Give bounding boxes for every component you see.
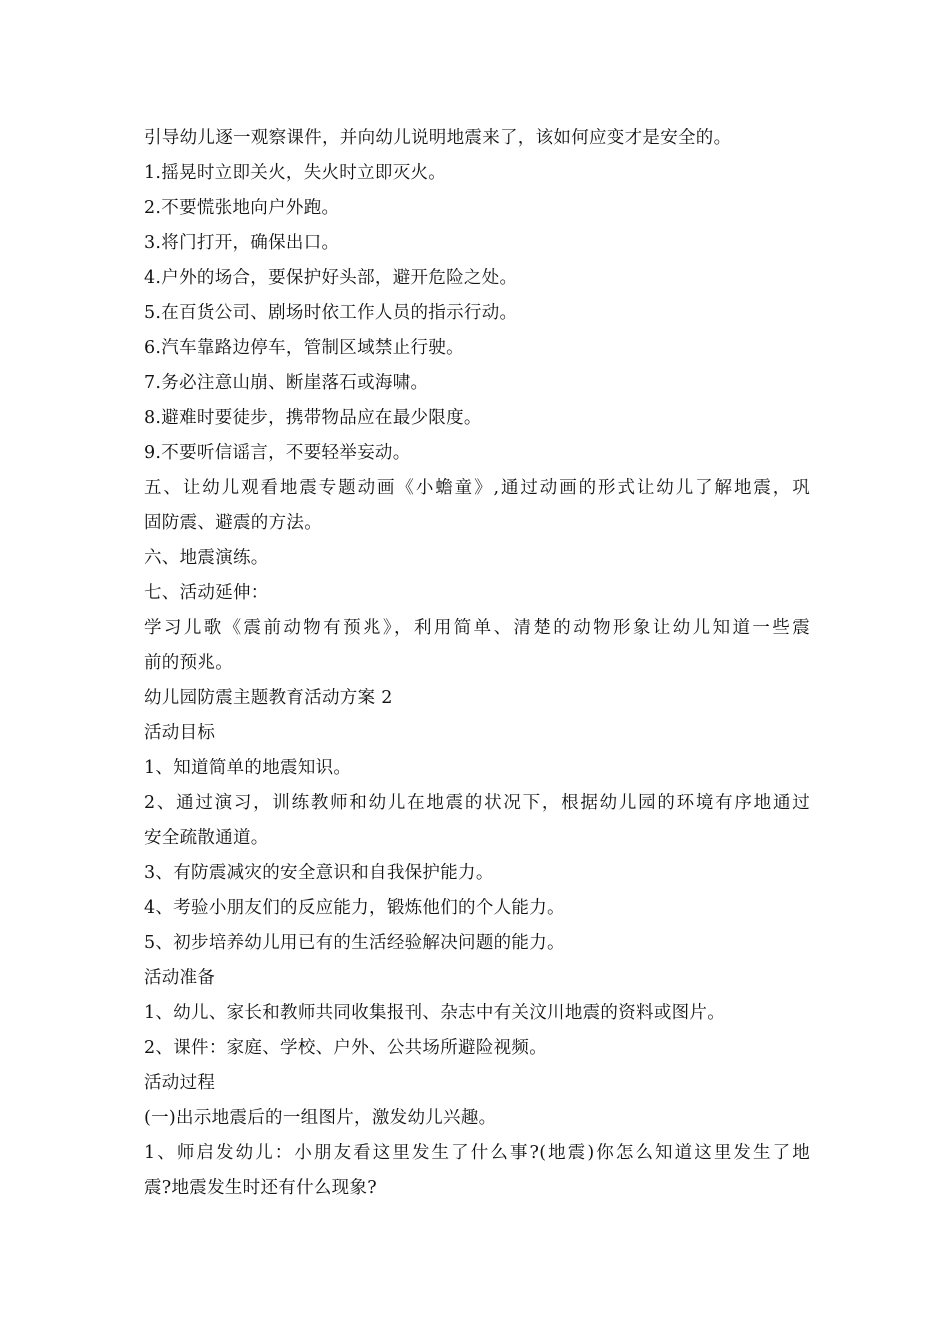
text-line: 3、有防震减灾的安全意识和自我保护能力。 [144,863,494,883]
text-line: 引导幼儿逐一观察课件，并向幼儿说明地震来了，该如何应变才是安全的。 [144,128,732,148]
text-line: 安全疏散通道。 [144,828,269,848]
text-line: 2、课件：家庭、学校、户外、公共场所避险视频。 [144,1038,548,1058]
text-line: 8.避难时要徒步，携带物品应在最少限度。 [144,408,482,428]
document-body [144,121,810,1206]
text-line: 活动目标 [144,723,216,743]
text-line: 1、师启发幼儿：小朋友看这里发生了什么事?(地震)你怎么知道这里发生了地 [144,1143,810,1163]
text-line: 固防震、避震的方法。 [144,513,322,533]
text-line: 2.不要慌张地向户外跑。 [144,198,340,218]
text-line: 5、初步培养幼儿用已有的生活经验解决问题的能力。 [144,933,565,953]
text-line: 五、让幼儿观看地震专题动画《小蟾童》,通过动画的形式让幼儿了解地震，巩 [144,478,810,498]
text-line: 6.汽车靠路边停车，管制区域禁止行驶。 [144,338,464,358]
text-line: 4.户外的场合，要保护好头部，避开危险之处。 [144,268,518,288]
text-line: 前的预兆。 [144,653,233,673]
text-line: 2、通过演习，训练教师和幼儿在地震的状况下，根据幼儿园的环境有序地通过 [144,793,810,813]
text-line: 1、知道简单的地震知识。 [144,758,352,778]
text-line: 7.务必注意山崩、断崖落石或海啸。 [144,373,429,393]
text-line: 六、地震演练。 [144,548,269,568]
text-line: 七、活动延伸： [144,583,269,603]
text-line: 9.不要听信谣言，不要轻举妄动。 [144,443,411,463]
text-line: 1.摇晃时立即关火，失火时立即灭火。 [144,163,447,183]
text-line: 震?地震发生时还有什么现象? [144,1178,377,1198]
text-line: 活动过程 [144,1073,216,1093]
text-line: 3.将门打开，确保出口。 [144,233,340,253]
text-line: 活动准备 [144,968,216,988]
text-line: 学习儿歌《震前动物有预兆》，利用简单、清楚的动物形象让幼儿知道一些震 [144,618,810,638]
text-line: (一)出示地震后的一组图片，激发幼儿兴趣。 [144,1108,497,1128]
text-line: 4、考验小朋友们的反应能力，锻炼他们的个人能力。 [144,898,565,918]
text-line: 1、幼儿、家长和教师共同收集报刊、杂志中有关汶川地震的资料或图片。 [144,1003,726,1023]
text-line: 幼儿园防震主题教育活动方案 2 [144,688,393,708]
text-line: 5.在百货公司、剧场时依工作人员的指示行动。 [144,303,518,323]
